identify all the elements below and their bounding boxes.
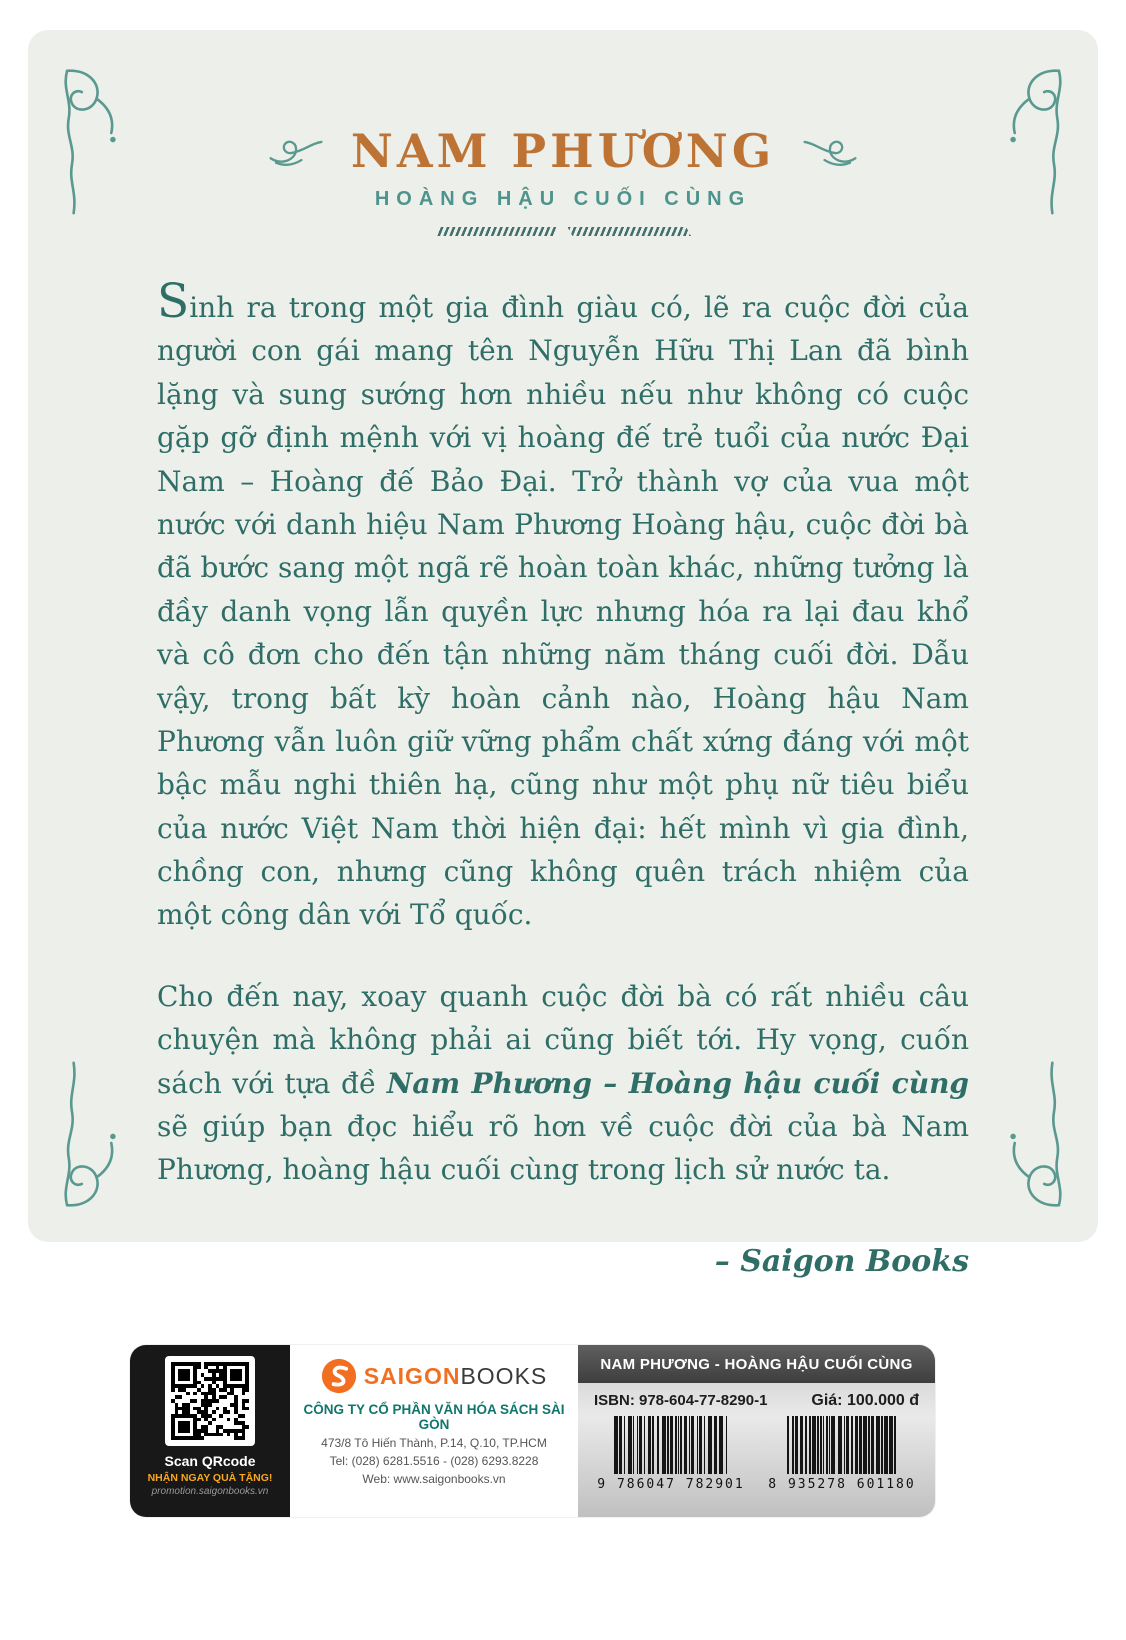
qr-scan-label: Scan QRcode <box>164 1453 256 1469</box>
corner-ornament-bottom-left <box>54 1050 144 1218</box>
paragraph-1 <box>157 274 969 937</box>
divider-segment-right <box>568 227 692 236</box>
divider-ornament <box>435 227 691 236</box>
signature: – Saigon Books <box>714 1243 969 1279</box>
logo-saigon: SAIGON <box>363 1362 461 1389</box>
corner-ornament-top-left <box>54 58 144 226</box>
publisher-info-block <box>290 1345 578 1517</box>
divider-segment-left <box>435 227 559 236</box>
book-title: NAM PHƯƠNG <box>350 124 776 178</box>
paragraph-1-text: inh ra trong một gia đình giàu có, lẽ ra cuộc đời của người con gái mang tên Nguyễn Hữu Thị Lan đã bình lặng và sung sướng hơn nhiều nếu như không có cuộc gặp gỡ định mệnh với vị hoàng đế trẻ tuổi của nước Đại Nam – Hoàng đế Bảo Đại. Trở thành vợ của vua một nước với danh hiệu Nam Phương Hoàng hậu, cuộc đời bà đã bước sang một ngã rẽ hoàn toàn khác, những tưởng là đầy danh vọng lẫn quyền lực nhưng hóa ra lại đau khổ và cô đơn cho đến tận những năm tháng cuối đời. Dẫu vậy, trong bất kỳ hoàn cảnh nào, Hoàng hậu Nam Phương vẫn luôn giữ vững phẩm chất xứng đáng với một bậc mẫu nghi thiên hạ, cũng như một phụ nữ tiêu biểu của nước Việt Nam thời hiện đại: hết mình vì gia đình, chồng con, nhưng cũng không quên trách nhiệm của một công dân với Tổ quốc. <box>157 291 969 932</box>
barcode-ean <box>763 1416 921 1509</box>
price: Giá: 100.000 đ <box>811 1392 919 1409</box>
saigonbooks-logo-text <box>364 1363 548 1390</box>
saigonbooks-logo <box>321 1358 548 1394</box>
qr-promo-block <box>130 1345 290 1517</box>
paragraph-2-text-after: sẽ giúp bạn đọc hiểu rõ hơn về cuộc đời của bà Nam Phương, hoàng hậu cuối cùng trong lịch sử nước ta. <box>157 1110 969 1187</box>
isbn-barcode-block <box>578 1345 935 1517</box>
qr-code-cells <box>171 1362 249 1440</box>
isbn-number: ISBN: 978-604-77-8290-1 <box>594 1392 768 1409</box>
title-block <box>28 30 1098 178</box>
publisher-footer-bar <box>130 1345 935 1517</box>
barcode-ean-bars <box>763 1416 921 1474</box>
paragraph-2-text-before: Cho đến nay, xoay quanh cuộc đời bà có rất nhiều câu chuyện mà không phải ai cũng biết tới. Hy vọng, cuốn sách với tựa đề <box>157 979 969 1100</box>
qr-code <box>165 1356 255 1446</box>
back-cover-text <box>157 274 970 1192</box>
barcode-isbn-number: 9 786047 782901 <box>597 1477 745 1492</box>
title-flourish-right-icon <box>801 134 859 168</box>
company-name: CÔNG TY CỔ PHẦN VĂN HÓA SÁCH SÀI GÒN <box>303 1402 565 1432</box>
logo-books: BOOKS <box>460 1362 548 1389</box>
qr-promo-url: promotion.saigonbooks.vn <box>151 1486 269 1497</box>
book-title-inline: Nam Phương – Hoàng hậu cuối cùng <box>386 1066 970 1100</box>
paragraph-2 <box>157 975 969 1192</box>
cover-panel <box>28 30 1098 1279</box>
company-address: 473/8 Tô Hiến Thành, P.14, Q.10, TP.HCM <box>321 1436 547 1450</box>
title-flourish-left-icon <box>267 134 325 168</box>
barcode-ean-number: 8 935278 601180 <box>768 1477 916 1492</box>
saigonbooks-logo-icon <box>321 1358 357 1394</box>
isbn-block-title: NAM PHƯƠNG - HOÀNG HẬU CUỐI CÙNG <box>578 1345 935 1383</box>
corner-ornament-top-right <box>982 58 1072 226</box>
corner-ornament-bottom-right <box>982 1050 1072 1218</box>
isbn-price-row <box>578 1383 935 1412</box>
barcode-isbn <box>592 1416 750 1509</box>
drop-cap: S <box>157 274 190 329</box>
barcode-isbn-bars <box>592 1416 750 1474</box>
qr-gift-label: NHẬN NGAY QUÀ TẶNG! <box>147 1472 273 1484</box>
book-subtitle: HOÀNG HẬU CUỐI CÙNG <box>374 188 752 210</box>
company-web: Web: www.saigonbooks.vn <box>362 1472 506 1486</box>
barcodes <box>578 1412 935 1517</box>
company-tel: Tel: (028) 6281.5516 - (028) 6293.8228 <box>329 1454 539 1468</box>
